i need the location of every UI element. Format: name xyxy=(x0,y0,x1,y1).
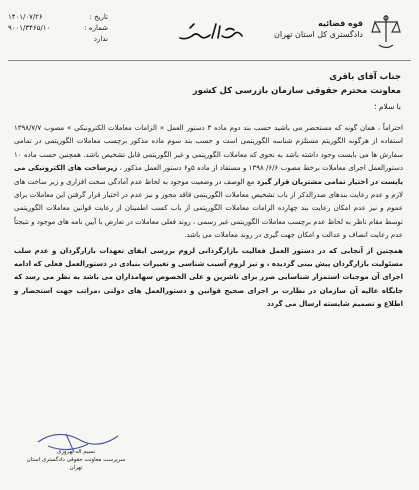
signature-block xyxy=(26,448,126,472)
paragraph-1 xyxy=(14,122,403,243)
greeting: با سلام ؛ xyxy=(374,102,401,111)
organization-name xyxy=(274,18,363,40)
addressee-title: معاونت محترم حقوقی سازمان بازرسی کل کشور xyxy=(192,86,401,96)
number-label: شماره : xyxy=(84,24,108,32)
org-line-2: دادگستری کل استان تهران xyxy=(274,30,363,39)
signatory-title: سرپرست معاونت حقوقی دادگستری استان تهران xyxy=(26,457,126,471)
paragraph-2-text: همچنین از آنجایی که در دستور العمل فعالیت بازارگردانی لزوم بررسی ایفای تعهدات بازارگردان و عدم سلب مسئولیت بازارگردان پیش بینی گردیده ، و نیز لزوم آسیب شناسی و تغییرات بنیادی در دستورالعمل فعلی که ادامه اجرای آن موجبات استمرار شناسایی ضرر برای ناشرین و علی الخصوص سهامداران می باشد به نظر می رسد که جایگاه عالیه آن سازمان در نظارت بر اجرای صحیح قوانین و دستورالعمل های دولتی ،مراتب جهت استحضار و اطلاع و تصمیم شایسته ارسال می گردد xyxy=(14,246,403,309)
date-value: ۱۴۰۱/۰۷/۲۶ xyxy=(8,13,43,21)
letter-body xyxy=(14,122,403,314)
addressee-name: جناب آقای باقری xyxy=(329,72,401,82)
attachment-label: ندارد xyxy=(93,35,108,43)
paragraph-1-continuation: مع الوصف در وضعیت موجود به لحاظ عدم آمادگی سخت افزاری و زیر ساخت های لازم و عدم رعایت بندهای صدرالذکر از باب تشخیص معاملات الگوریتمی فاقد مجوز و نیز عدم در اختیار قرار گرفتن این معاملات برای عموم و نیز عدم امکان رعایت بند چهارده الزامات معاملات الگوریتمی از باب کسب اطمینان از رعایت قوانین معاملات الگوریتمی توسط مقام ناظر به لحاظ عدم برچسب معاملات الگوریتمی غیر رسمی ، روند فعلی معاملات در تعارض با آیین نامه های موجود و نتیجتاً عدم رعایت انصاف و عدالت و امکان جهت گیری در روند معاملات می باشد. xyxy=(14,177,403,240)
paragraph-1-text: احتراماً ، همان گونه که مستحضر می باشید حسب بند دوم ماده ۳ دستور العمل « الزامات معاملات الکترونیکی » مصوب ۱۳۹۸/۷/۷ استفاده از هرگونه الگوریتم مستلزم شناسه الگوریتمی است و حسب بند سوم ماده مذکور برچسب معاملات الگوریتمی در تمامی سفارش ها می بایست وجود داشته باشد به نحوی که معاملات الگوریتمی و غیر الگوریتمی قابل تشخیص باشد. همچنین حسب ماده ۱۰ دستورالعمل اجرای معاملات برخط مصوب ۶/۶/ ۱۳۹۸ و مستفاد از ماده ۵و۶ دستور العمل مذکور ، xyxy=(14,124,404,173)
letter-meta xyxy=(8,12,108,45)
date-label: تاریخ : xyxy=(89,13,108,21)
judiciary-emblem-icon xyxy=(369,12,403,52)
header-divider xyxy=(8,60,411,61)
org-line-1: قوه قضائیه xyxy=(317,19,363,28)
bismillah-calligraphy xyxy=(176,18,246,46)
addressee xyxy=(193,70,401,98)
signatory-name: نسیم اله بهروزی xyxy=(56,449,96,455)
number-value: ۹۰۰۱/۳۴۶۵/۱۰ xyxy=(8,24,51,32)
paragraph-2 xyxy=(14,245,403,312)
paragraph-1-emphasis: زیرساخت های الکترونیکی می بایست در اختیار تمامی مشتریان قرار گیرد xyxy=(14,164,403,186)
